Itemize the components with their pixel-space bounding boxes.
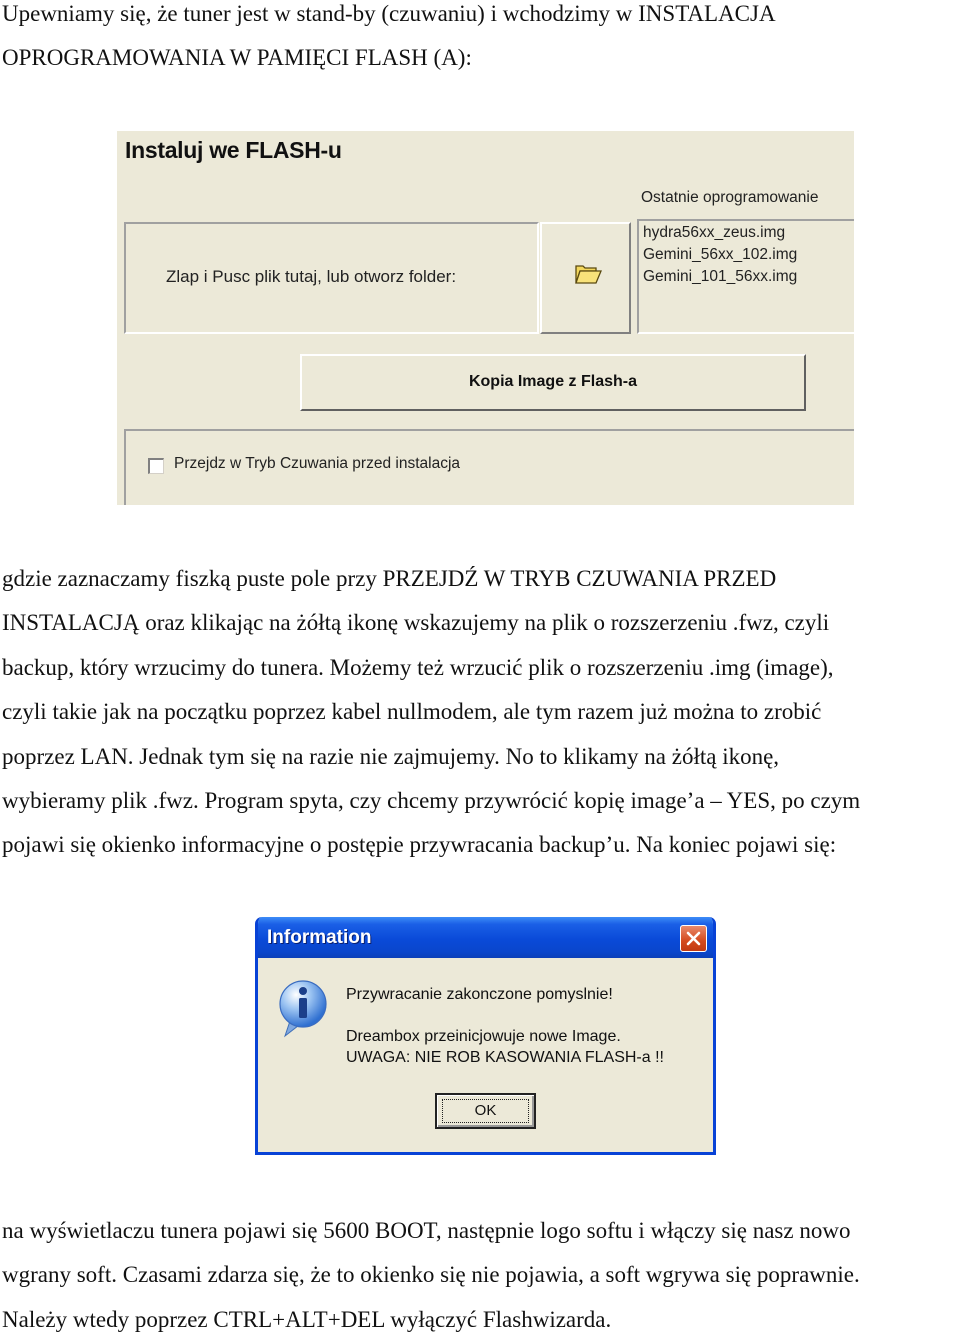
copy-image-button[interactable] bbox=[300, 354, 806, 411]
dialog-message-success: Przywracanie zakonczone pomyslnie! bbox=[346, 986, 613, 1003]
list-item[interactable]: Gemini_56xx_102.img bbox=[643, 246, 798, 263]
drop-zone[interactable] bbox=[124, 222, 539, 334]
close-button[interactable] bbox=[680, 925, 707, 952]
flash-install-screenshot bbox=[117, 131, 854, 505]
list-item[interactable]: hydra56xx_zeus.img bbox=[643, 224, 786, 241]
text-line: backup, który wrzucimy do tunera. Możemy też wrzucić plik o rozszerzeniu .img (image), bbox=[2, 654, 834, 680]
dialog-titlebar[interactable] bbox=[258, 917, 713, 958]
ok-button-label: OK bbox=[443, 1100, 528, 1122]
folder-open-icon bbox=[574, 262, 602, 286]
recent-firmware-label: Ostatnie oprogramowanie bbox=[641, 189, 819, 206]
close-icon bbox=[686, 931, 701, 946]
drop-zone-label: Zlap i Pusc plik tutaj, lub otworz folder: bbox=[166, 267, 457, 286]
text-line: na wyświetlaczu tunera pojawi się 5600 BOOT, następnie logo softu i włączy się nasz nowo bbox=[2, 1218, 851, 1243]
info-icon bbox=[277, 978, 331, 1040]
recent-firmware-list[interactable] bbox=[637, 219, 854, 334]
information-dialog bbox=[255, 917, 716, 1155]
options-panel bbox=[124, 429, 854, 505]
text-line: wybieramy plik .fwz. Program spyta, czy chcemy przywrócić kopię image’a – YES, po czym bbox=[2, 788, 861, 814]
text-line: pojawi się okienko informacyjne o postępie przywracania backup’u. Na koniec pojawi się: bbox=[2, 832, 837, 858]
list-item[interactable]: Gemini_101_56xx.img bbox=[643, 268, 798, 285]
text-line: poprzez LAN. Jednak tym się na razie nie zajmujemy. No to klikamy na żółtą ikonę, bbox=[2, 743, 780, 769]
text-line: Upewniamy się, że tuner jest w stand-by (czuwaniu) i wchodzimy w INSTALACJA bbox=[2, 1, 776, 26]
dialog-title: Information bbox=[267, 927, 372, 948]
flash-window-title: Instaluj we FLASH-u bbox=[125, 137, 342, 163]
text-line: Należy wtedy poprzez CTRL+ALT+DEL wyłączyć Flashwizarda. bbox=[2, 1306, 612, 1332]
copy-image-button-label: Kopia Image z Flash-a bbox=[468, 373, 638, 390]
open-folder-button[interactable] bbox=[540, 222, 631, 334]
text-line: gdzie zaznaczamy fiszką puste pole przy PRZEJDŹ W TRYB CZUWANIA PRZED bbox=[2, 566, 777, 591]
dialog-message-reinit: Dreambox przeinicjowuje nowe Image. bbox=[346, 1028, 621, 1045]
intro-paragraph bbox=[2, 0, 958, 81]
body-paragraph bbox=[2, 557, 958, 868]
ok-button[interactable] bbox=[435, 1093, 536, 1129]
standby-checkbox-label[interactable]: Przejdz w Tryb Czuwania przed instalacja bbox=[174, 455, 461, 472]
text-line: INSTALACJĄ oraz klikając na żółtą ikonę wskazujemy na plik o rozszerzeniu .fwz, czyli bbox=[2, 610, 830, 636]
standby-checkbox[interactable] bbox=[148, 458, 164, 474]
outro-paragraph bbox=[2, 1209, 958, 1342]
text-line: OPROGRAMOWANIA W PAMIĘCI FLASH (A): bbox=[2, 45, 472, 71]
text-line: wgrany soft. Czasami zdarza się, że to okienko się nie pojawia, a soft wgrywa się poprawnie. bbox=[2, 1262, 860, 1288]
text-line: czyli takie jak na początku poprzez kabel nullmodem, ale tym razem już można to zrobić bbox=[2, 699, 822, 725]
dialog-message-warning: UWAGA: NIE ROB KASOWANIA FLASH-a !! bbox=[346, 1049, 664, 1066]
